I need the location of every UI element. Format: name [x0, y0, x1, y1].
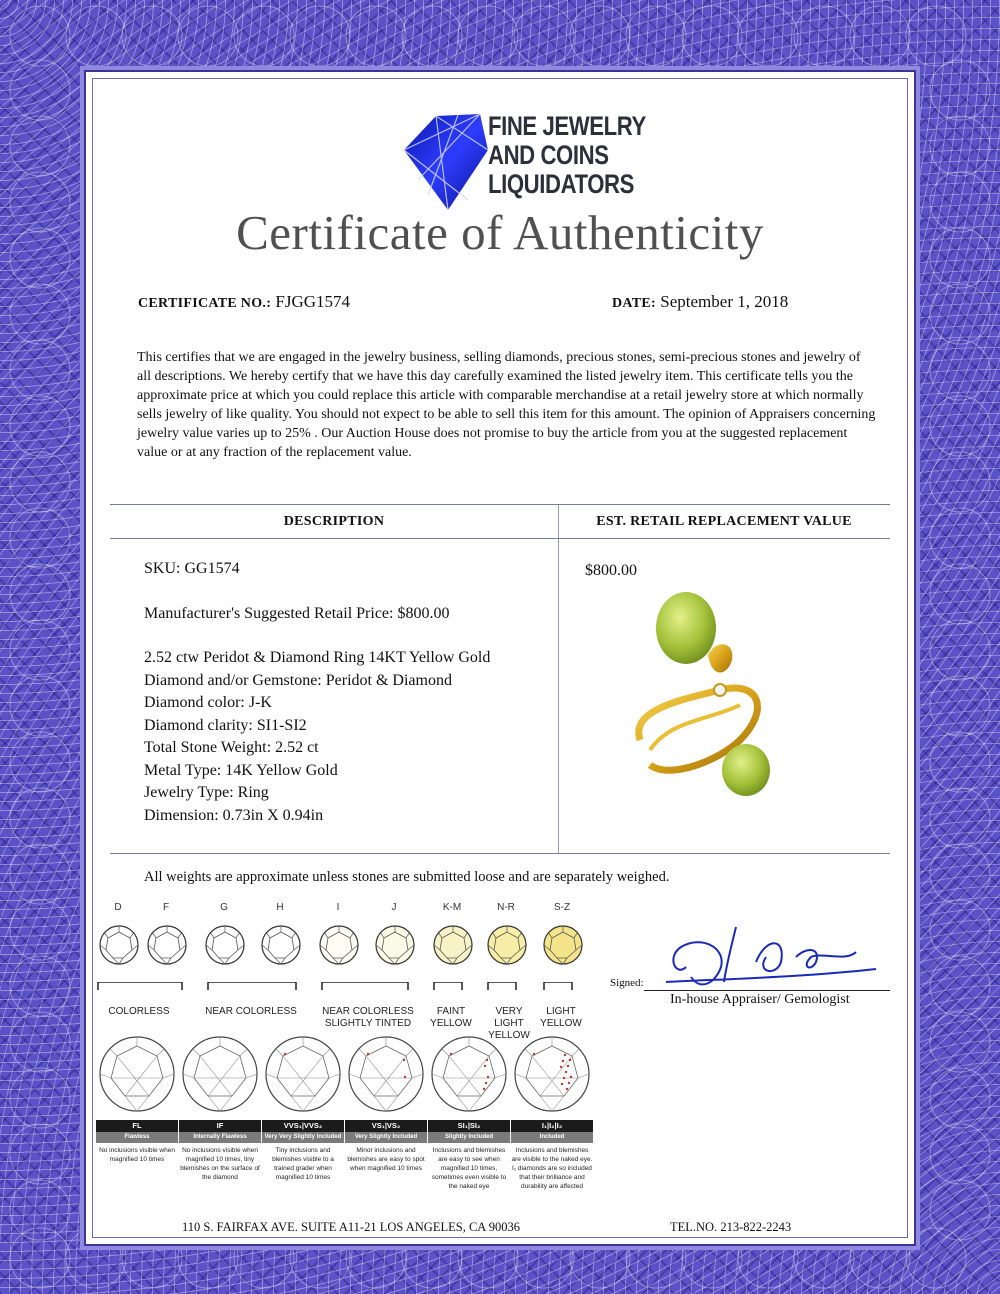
- color-grade-category: [426, 1006, 476, 1030]
- date-value: September 1, 2018: [660, 292, 789, 311]
- footer-address: 110 S. FAIRFAX AVE. SUITE A11-21 LOS ANGELES, CA 90036: [182, 1220, 520, 1234]
- border-ring: [930, 1068, 990, 1128]
- signature-line: [644, 990, 890, 991]
- color-grade-letter: S-Z: [553, 902, 571, 913]
- border-ring: [930, 284, 990, 344]
- detail-line: Total Stone Weight: 2.52 ct: [144, 739, 319, 756]
- border-ring: [10, 620, 70, 680]
- border-ring: [10, 956, 70, 1016]
- border-ring: [10, 1228, 70, 1288]
- diamond-icon: [318, 924, 360, 966]
- border-ring: [234, 6, 294, 66]
- clarity-description: Inclusions and blemishes are easy to see when magnified 10 times, sometimes even visible to the naked eye: [431, 1147, 507, 1190]
- clarity-description: Tiny inclusions and blemishes visible to a trained grader when magnified 10 times: [272, 1147, 334, 1181]
- border-ring: [178, 6, 238, 66]
- border-ring: [10, 172, 70, 232]
- clarity-description: No inclusions visible when magnified 10 times, tiny blemishes on the surface of the diamond: [180, 1147, 260, 1181]
- detail-line: Diamond clarity: SI1-SI2: [144, 716, 307, 734]
- category-line-1: NEAR COLORLESS: [205, 1006, 297, 1017]
- border-ring: [514, 6, 574, 66]
- certificate-paper: [84, 70, 916, 1246]
- border-ring: [10, 340, 70, 400]
- category-line-1: LIGHT: [546, 1006, 576, 1017]
- signature-image: [606, 907, 896, 997]
- border-ring: [10, 564, 70, 624]
- border-ring: [626, 6, 686, 66]
- category-line-1: FAINT: [436, 1006, 466, 1017]
- border-ring: [10, 396, 70, 456]
- logo-line-3: LIQUIDATORS: [488, 169, 634, 199]
- diamond-icon: [486, 924, 528, 966]
- header-value: EST. RETAIL REPLACEMENT VALUE: [596, 514, 852, 529]
- border-ring: [930, 172, 990, 232]
- border-ring: [930, 956, 990, 1016]
- certificate-number-value: FJGG1574: [275, 292, 351, 311]
- border-ring: [682, 6, 742, 66]
- sku: SKU: GG1574: [144, 560, 240, 577]
- border-ring: [930, 1124, 990, 1184]
- border-ring: [930, 676, 990, 736]
- border-ring: [10, 1068, 70, 1128]
- border-ring: [930, 508, 990, 568]
- border-ring: [10, 228, 70, 288]
- detail-line: Diamond color: J-K: [144, 694, 272, 711]
- border-ring: [458, 6, 518, 66]
- logo-line-1: FINE JEWELRY: [488, 111, 646, 141]
- color-grade-letter: F: [162, 902, 170, 913]
- appraiser-role: In-house Appraiser/ Gemologist: [670, 992, 850, 1007]
- diamond-icon: [146, 924, 188, 966]
- page-title: Certificate of Authenticity: [236, 205, 764, 260]
- color-grade-letter: G: [220, 902, 228, 913]
- diamond-icon: [260, 924, 302, 966]
- clarity-name: Flawless: [96, 1132, 178, 1143]
- border-ring: [10, 116, 70, 176]
- replacement-value: $800.00: [585, 562, 637, 579]
- clarity-name: Very Very Slightly Included: [262, 1132, 344, 1143]
- clarity-diamond-icon: [263, 1034, 343, 1114]
- certificate-date: [612, 292, 788, 312]
- border-ring: [930, 60, 990, 120]
- grade-brackets: [96, 982, 596, 990]
- diamond-icon: [374, 924, 416, 966]
- border-ring: [10, 60, 70, 120]
- detail-line: Diamond and/or Gemstone: Peridot & Diamond: [144, 671, 452, 689]
- clarity-description: Minor inclusions and blemishes are easy to spot when magnified 10 times: [347, 1147, 425, 1172]
- border-ring: [930, 844, 990, 904]
- border-ring: [10, 452, 70, 512]
- category-line-1: NEAR COLORLESS: [322, 1006, 414, 1017]
- logo-line-2: AND COINS: [488, 140, 609, 170]
- border-ring: [570, 6, 630, 66]
- border-ring: [930, 788, 990, 848]
- ring-image: [620, 590, 780, 800]
- border-ring: [930, 340, 990, 400]
- border-ring: [930, 1180, 990, 1240]
- clarity-name: Internally Flawless: [179, 1132, 261, 1143]
- signature-block: [606, 907, 896, 1017]
- border-ring: [930, 620, 990, 680]
- border-ring: [10, 1012, 70, 1072]
- header-divider: [110, 538, 890, 539]
- signed-label: Signed:: [610, 977, 644, 989]
- clarity-description: Inclusions and blemishes are visible to the naked eye. I₁ diamonds are so included that their brilliance and durability are affected: [511, 1147, 593, 1190]
- border-ring: [930, 452, 990, 512]
- clarity-diamond-icon: [180, 1034, 260, 1114]
- certificate-number: [138, 292, 350, 312]
- footer-telephone: TEL.NO. 213-822-2243: [670, 1220, 792, 1234]
- border-ring: [738, 6, 798, 66]
- detail-line: Dimension: 0.73in X 0.94in: [144, 806, 324, 824]
- category-line-2: SLIGHTLY TINTED: [324, 1018, 412, 1029]
- border-ring: [122, 6, 182, 66]
- border-ring: [10, 1124, 70, 1184]
- border-ring: [66, 6, 126, 66]
- date-label: DATE:: [612, 296, 657, 311]
- border-ring: [10, 732, 70, 792]
- color-grade-letter: I: [336, 902, 340, 913]
- color-grade-letter: D: [114, 902, 122, 913]
- certificate-number-label: CERTIFICATE NO.:: [138, 296, 272, 311]
- msrp: Manufacturer's Suggested Retail Price: $800.00: [144, 604, 450, 622]
- description-list: [144, 558, 490, 827]
- color-grade-category: [318, 1006, 418, 1030]
- border-ring: [930, 732, 990, 792]
- category-line-2: YELLOW: [430, 1018, 472, 1029]
- clarity-code: IF: [179, 1120, 261, 1132]
- border-ring: [10, 788, 70, 848]
- border-ring: [930, 116, 990, 176]
- border-ring: [930, 900, 990, 960]
- clarity-name: Included: [511, 1132, 593, 1143]
- clarity-diamond-icon: [512, 1034, 592, 1114]
- diamond-icon: [204, 924, 246, 966]
- clarity-code: FL: [96, 1120, 178, 1132]
- category-line-1: COLORLESS: [108, 1006, 170, 1017]
- detail-line: 2.52 ctw Peridot & Diamond Ring 14KT Yellow Gold: [144, 649, 491, 666]
- border-ring: [346, 6, 406, 66]
- diamond-icon: [432, 924, 474, 966]
- clarity-code: SI₁|SI₂: [428, 1120, 510, 1132]
- border-ring: [10, 900, 70, 960]
- color-grade-category: [96, 1006, 182, 1018]
- border-ring: [906, 6, 966, 66]
- border-ring: [10, 1180, 70, 1240]
- clarity-name: Very Slightly Included: [345, 1132, 427, 1143]
- clarity-code: I₁|I₂|I₃: [511, 1120, 593, 1132]
- diamond-icon: [98, 924, 140, 966]
- clarity-description: No inclusions visible when magnified 10 times: [99, 1147, 175, 1163]
- color-grade-category: [196, 1006, 306, 1018]
- category-line-2: YELLOW: [488, 1030, 530, 1041]
- border-ring: [10, 284, 70, 344]
- clarity-diamond-icon: [346, 1034, 426, 1114]
- border-ring: [930, 228, 990, 288]
- border-ring: [794, 6, 854, 66]
- header-description: DESCRIPTION: [283, 514, 385, 529]
- border-ring: [850, 6, 910, 66]
- diamond-icon: [542, 924, 584, 966]
- clarity-diamond-icon: [429, 1034, 509, 1114]
- category-line-1: VERY LIGHT: [494, 1006, 524, 1029]
- clarity-code: VVS₁|VVS₂: [262, 1120, 344, 1132]
- category-line-2: YELLOW: [540, 1018, 582, 1029]
- border-ring: [402, 6, 462, 66]
- table-divider: [558, 505, 559, 853]
- logo-wordmark: [488, 112, 646, 199]
- border-ring: [10, 508, 70, 568]
- border-ring: [930, 396, 990, 456]
- color-grade-letter: N-R: [497, 902, 515, 913]
- border-ring: [10, 6, 70, 66]
- color-grade-letter: H: [276, 902, 284, 913]
- clarity-name: Slightly Included: [428, 1132, 510, 1143]
- weights-note: All weights are approximate unless stones are submitted loose and are separately weighed.: [144, 869, 670, 885]
- border-ring: [290, 6, 350, 66]
- color-grade-category: [536, 1006, 586, 1030]
- color-grade-letter: J: [391, 902, 397, 913]
- clarity-diamond-icon: [97, 1034, 177, 1114]
- border-ring: [930, 1012, 990, 1072]
- detail-line: Metal Type: 14K Yellow Gold: [144, 761, 338, 779]
- color-grade-letter: K-M: [442, 902, 462, 913]
- border-ring: [10, 676, 70, 736]
- clarity-code: VS₁|VS₂: [345, 1120, 427, 1132]
- intro-paragraph: This certifies that we are engaged in the jewelry business, selling diamonds, precious stones, semi-precious stones and jewelry of all descriptions. We hereby certify that we have this day carefully examined the listed jewelry item. This certificate tells you the approximate price at which you could replace this article with comparable merchandise at a retail jewelry store at which normally sells jewelry of like quality. You should not expect to be able to sell this item for this amount. The opinion of Appraisers concerning jewelry value varies up to 25% . Our Auction House does not promise to buy the article from you at the suggested replacement value or at any fraction of the replacement value.: [137, 350, 876, 460]
- description-table: [110, 504, 890, 854]
- detail-line: Jewelry Type: Ring: [144, 784, 269, 801]
- border-ring: [10, 844, 70, 904]
- border-ring: [930, 564, 990, 624]
